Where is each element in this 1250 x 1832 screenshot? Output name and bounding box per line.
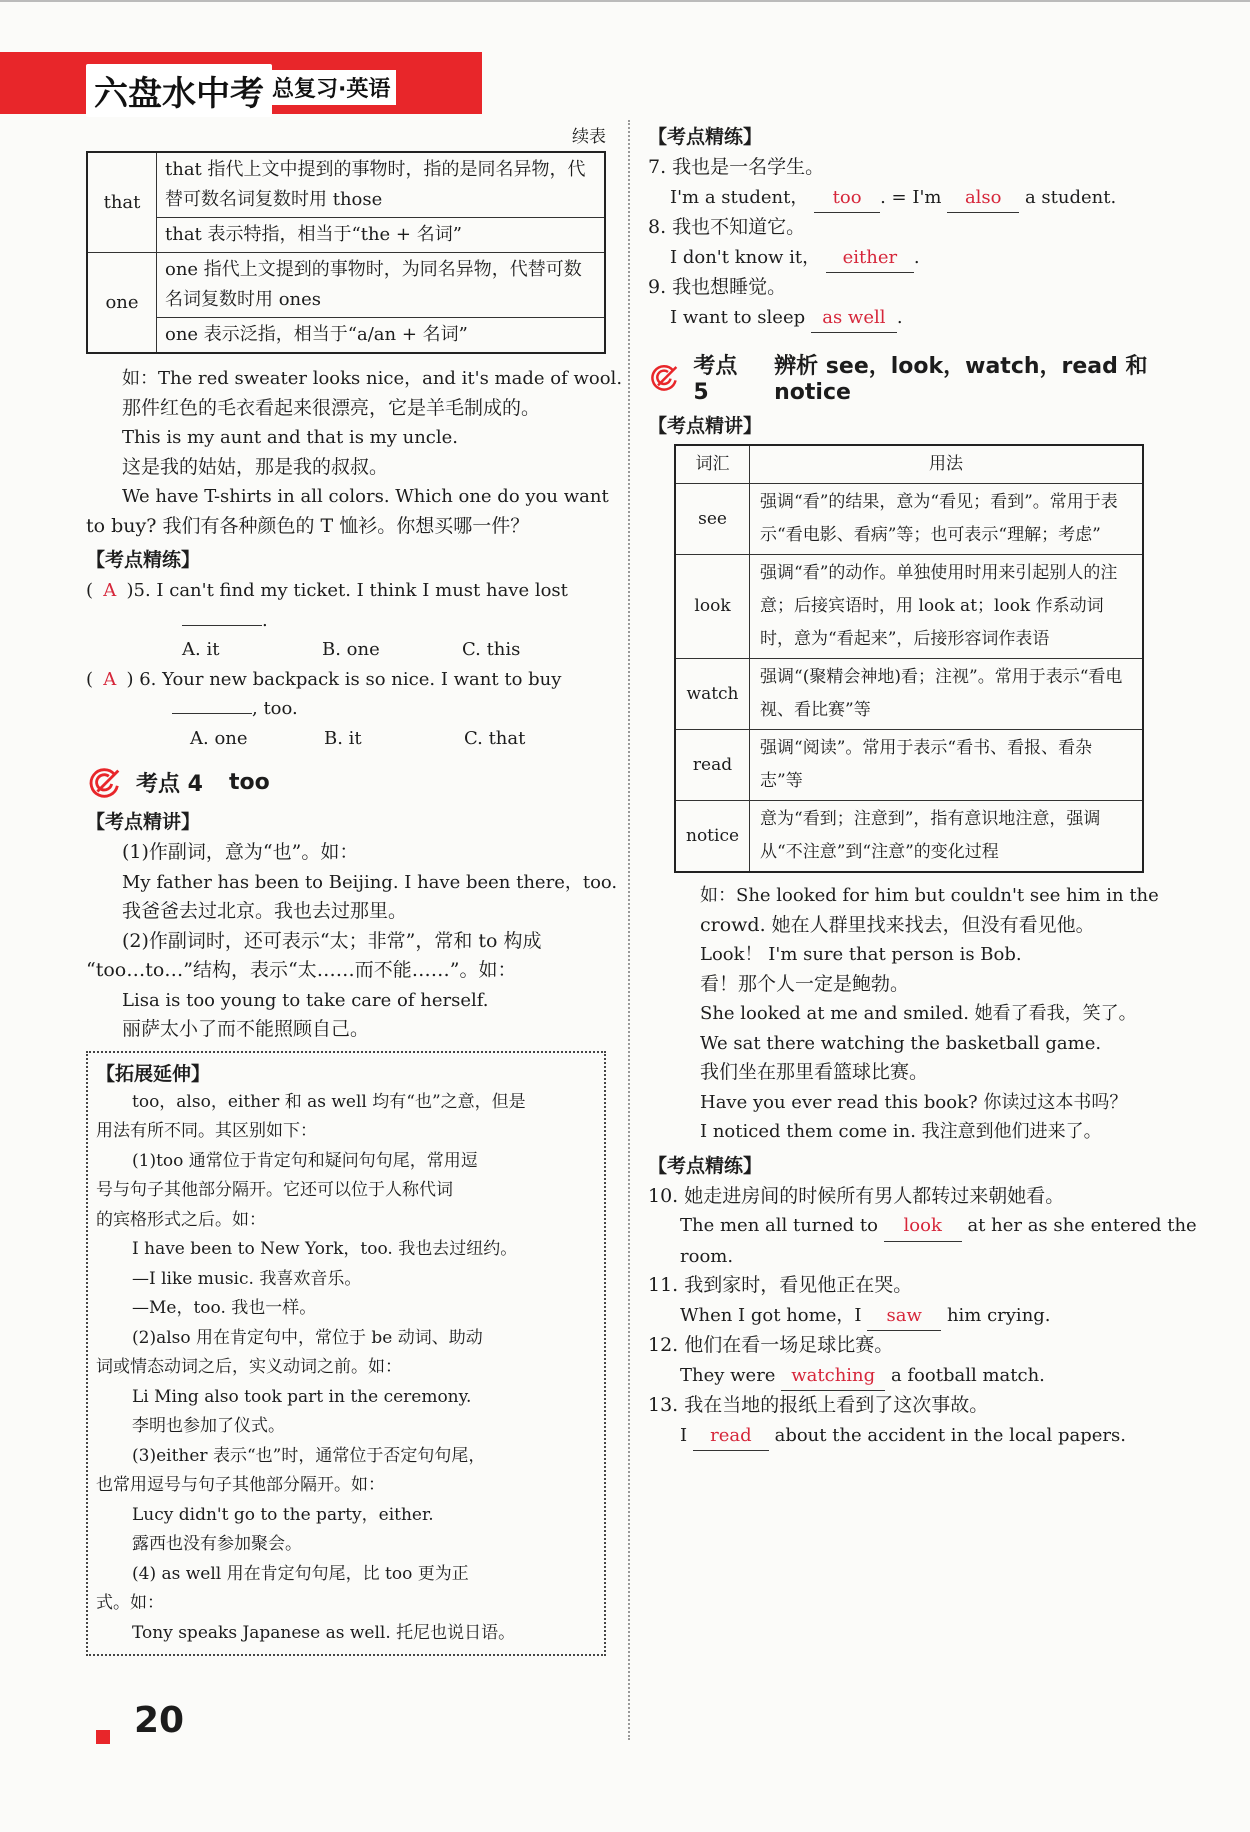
target-icon bbox=[86, 763, 124, 801]
table-usage: that 指代上文中提到的事物时，指的是同名异物，代替可数名词复数时用 those bbox=[157, 152, 606, 218]
table-usage: one 表示泛指，相当于“a/an + 名词” bbox=[157, 318, 606, 354]
section-4-heading bbox=[86, 763, 606, 801]
q7-post: a student. bbox=[1024, 186, 1117, 208]
example-line: 这是我的姑姑，那是我的叔叔。 bbox=[122, 455, 389, 478]
example-line: 如：The red sweater looks nice，and it's made of wool. bbox=[122, 368, 623, 389]
q7-pre: I'm a student， bbox=[670, 186, 809, 208]
table-row bbox=[675, 555, 1143, 659]
q11-answer[interactable]: saw bbox=[867, 1301, 941, 1332]
explain-label: 【考点精讲】 bbox=[648, 415, 763, 437]
option-a[interactable]: A. one bbox=[190, 727, 248, 749]
q12-answer[interactable]: watching bbox=[781, 1361, 885, 1392]
q10-post: at her as she entered the bbox=[967, 1215, 1197, 1236]
verb-table bbox=[674, 444, 1144, 873]
example-line: We sat there watching the basketball game. bbox=[700, 1032, 1102, 1054]
table-row bbox=[675, 801, 1143, 873]
table-row bbox=[87, 152, 605, 218]
explain-line: 丽萨太小了而不能照顾自己。 bbox=[122, 1018, 370, 1040]
explain-line: 我爸爸去过北京。我也去过那里。 bbox=[122, 900, 408, 922]
question-12 bbox=[648, 1361, 1176, 1392]
q13-answer[interactable]: read bbox=[693, 1421, 769, 1452]
table-usage: 强调“看”的动作。单独使用时用来引起别人的注意；后接宾语时，用 look at；look 作系动词时，意为“看起来”，后接形容词作表语 bbox=[750, 555, 1143, 659]
question-6-text: ) 6. Your new backpack is so nice. I want to buy bbox=[126, 668, 562, 690]
question-9-cn: 9. 我也想睡觉。 bbox=[648, 276, 787, 298]
blank-end: . bbox=[262, 609, 268, 631]
extension-line: 也常用逗号与句子其他部分隔开。如： bbox=[96, 1475, 385, 1495]
q10-answer[interactable]: look bbox=[884, 1211, 962, 1242]
example-line: I noticed them come in. 我注意到他们进来了。 bbox=[700, 1121, 1102, 1142]
explain-line: Lisa is too young to take care of herself. bbox=[122, 989, 489, 1011]
extension-line: (1)too 通常位于肯定句和疑问句句尾，常用逗 bbox=[132, 1150, 478, 1171]
question-13-cn: 13. 我在当地的报纸上看到了这次事故。 bbox=[648, 1394, 989, 1416]
that-one-table bbox=[86, 151, 606, 354]
option-c[interactable]: C. this bbox=[462, 639, 521, 660]
question-8 bbox=[648, 243, 1176, 274]
extension-line: 的宾格形式之后。如： bbox=[96, 1209, 266, 1230]
option-a[interactable]: A. it bbox=[182, 639, 220, 660]
question-6-blank bbox=[86, 694, 606, 724]
extension-line: I have been to New York，too. 我也去过纽约。 bbox=[132, 1239, 518, 1259]
extension-line: 式。如： bbox=[96, 1593, 164, 1613]
example-line: 我们坐在那里看篮球比赛。 bbox=[700, 1061, 929, 1083]
extension-line: —Me，too. 我也一样。 bbox=[132, 1298, 317, 1318]
practice-label: 【考点精练】 bbox=[86, 549, 201, 571]
question-11 bbox=[648, 1301, 1176, 1332]
extension-line: (3)either 表示“也”时，通常位于否定句句尾， bbox=[132, 1445, 486, 1466]
q7-answer-1[interactable]: too bbox=[814, 183, 880, 214]
answer-6: A bbox=[103, 668, 117, 690]
table-word: look bbox=[675, 555, 750, 659]
extension-line: 用法有所不同。其区别如下： bbox=[96, 1121, 317, 1141]
answer-5: A bbox=[103, 580, 117, 601]
question-9 bbox=[648, 303, 1176, 334]
section-5-title: 辨析 see，look，watch，read 和 notice bbox=[774, 354, 1148, 405]
q10-pre: The men all turned to bbox=[680, 1215, 878, 1236]
page-marker bbox=[96, 1730, 110, 1744]
explain-label: 【考点精讲】 bbox=[86, 811, 201, 833]
explain-line: My father has been to Beijing. I have been there，too. bbox=[122, 871, 618, 893]
q12-post: a football match. bbox=[890, 1364, 1045, 1386]
section-5-label: 考点 5 bbox=[693, 354, 738, 405]
q7-answer-2[interactable]: also bbox=[947, 183, 1019, 214]
option-c[interactable]: C. that bbox=[464, 727, 526, 749]
top-rule bbox=[0, 0, 1250, 2]
q10-cont: room. bbox=[680, 1245, 734, 1267]
section-5-heading bbox=[648, 349, 1176, 405]
example-line: She looked at me and smiled. 她看了看我，笑了。 bbox=[700, 1003, 1137, 1024]
q8-post: . bbox=[913, 246, 920, 268]
extension-box bbox=[86, 1051, 606, 1657]
table-word: one bbox=[87, 253, 157, 354]
q11-pre: When I got home，I bbox=[680, 1304, 862, 1326]
example-line: 那件红色的毛衣看起来很漂亮，它是羊毛制成的。 bbox=[122, 396, 541, 419]
q13-pre: I bbox=[680, 1424, 688, 1446]
extension-line: 李明也参加了仪式。 bbox=[132, 1416, 285, 1436]
table-usage: 强调“看”的结果，意为“看见；看到”。常用于表示“看电影、看病”等；也可表示“理解；考虑” bbox=[750, 484, 1143, 555]
q9-pre: I want to sleep bbox=[670, 306, 806, 328]
q9-post: . bbox=[896, 306, 903, 328]
question-8-cn: 8. 我也不知道它。 bbox=[648, 216, 806, 238]
q13-post: about the accident in the local papers. bbox=[774, 1424, 1126, 1446]
blank[interactable] bbox=[172, 713, 252, 714]
example-line: 如：She looked for him but couldn't see him in the bbox=[700, 885, 1159, 906]
extension-line: too，also，either 和 as well 均有“也”之意，但是 bbox=[132, 1091, 526, 1112]
extension-line: 词或情态动词之后，实义动词之前。如： bbox=[96, 1357, 402, 1377]
table-word: read bbox=[675, 730, 750, 801]
option-b[interactable]: B. one bbox=[322, 639, 380, 660]
blank-end: , too. bbox=[252, 698, 298, 719]
table-usage: 意为“看到；注意到”，指有意识地注意，强调从“不注意”到“注意”的变化过程 bbox=[750, 801, 1143, 873]
extension-line: Li Ming also took part in the ceremony. bbox=[132, 1386, 472, 1407]
column-divider bbox=[628, 120, 631, 1740]
table-word: that bbox=[87, 152, 157, 253]
question-10 bbox=[648, 1211, 1197, 1242]
extension-line: (2)also 用在肯定句中，常位于 be 动词、助动 bbox=[132, 1327, 483, 1348]
question-10-cn: 10. 她走进房间的时候所有男人都转过来朝她看。 bbox=[648, 1184, 1065, 1207]
question-11-cn: 11. 我到家时，看见他正在哭。 bbox=[648, 1274, 913, 1296]
extension-label: 【拓展延伸】 bbox=[96, 1062, 211, 1085]
example-line: crowd. 她在人群里找来找去，但没有看见他。 bbox=[700, 913, 1095, 936]
target-icon bbox=[648, 358, 681, 396]
question-12-cn: 12. 他们在看一场足球比赛。 bbox=[648, 1334, 894, 1356]
option-b[interactable]: B. it bbox=[324, 727, 362, 749]
header-word: 词汇 bbox=[675, 445, 750, 484]
book-title: 六盘水中考 bbox=[86, 64, 272, 117]
q7-mid: . = I'm bbox=[880, 186, 942, 208]
book-subtitle: 总复习·英语 bbox=[266, 70, 396, 105]
example-line: 看！那个人一定是鲍勃。 bbox=[700, 972, 910, 995]
section-4-label: 考点 4 bbox=[136, 771, 203, 797]
table-row bbox=[675, 484, 1143, 555]
table-word: notice bbox=[675, 801, 750, 873]
question-5-options bbox=[86, 635, 606, 665]
example-line: This is my aunt and that is my uncle. bbox=[122, 427, 459, 448]
continued-label: 续表 bbox=[572, 127, 606, 147]
q11-post: him crying. bbox=[946, 1304, 1051, 1326]
table-word: watch bbox=[675, 659, 750, 730]
blank[interactable] bbox=[182, 625, 262, 626]
explain-line: “too…to…”结构，表示“太……而不能……”。如： bbox=[86, 959, 517, 981]
table-usage: that 表示特指，相当于“the + 名词” bbox=[157, 218, 606, 253]
practice-label: 【考点精练】 bbox=[648, 1154, 763, 1177]
extension-line: —I like music. 我喜欢音乐。 bbox=[132, 1268, 362, 1289]
question-6-options bbox=[86, 724, 606, 754]
page-number: 20 bbox=[134, 1700, 185, 1741]
example-line: Look！ I'm sure that person is Bob. bbox=[700, 944, 1022, 965]
right-column bbox=[648, 122, 1197, 1451]
left-column bbox=[86, 122, 623, 1656]
table-word: see bbox=[675, 484, 750, 555]
extension-line: Tony speaks Japanese as well. 托尼也说日语。 bbox=[132, 1622, 516, 1643]
section-4-title: too bbox=[228, 769, 270, 795]
question-13 bbox=[648, 1421, 1176, 1452]
table-usage: 强调“(聚精会神地)看；注视”。常用于表示“看电视、看比赛”等 bbox=[750, 659, 1143, 730]
question-5-text: )5. I can't find my ticket. I think I must have lost bbox=[126, 580, 568, 601]
question-7-cn: 7. 我也是一名学生。 bbox=[648, 156, 825, 178]
table-row bbox=[675, 659, 1143, 730]
table-row bbox=[87, 218, 605, 253]
table-row bbox=[675, 730, 1143, 801]
table-row bbox=[87, 318, 605, 354]
example-line: We have T-shirts in all colors. Which one do you want bbox=[122, 486, 609, 507]
q9-answer[interactable]: as well bbox=[811, 303, 897, 334]
extension-line: Lucy didn't go to the party，either. bbox=[132, 1504, 434, 1525]
extension-line: 露西也没有参加聚会。 bbox=[132, 1534, 302, 1554]
table-row bbox=[87, 253, 605, 318]
table-usage: one 指代上文提到的事物时，为同名异物，代替可数名词复数时用 ones bbox=[157, 253, 606, 318]
example-line: Have you ever read this book? 你读过这本书吗？ bbox=[700, 1091, 1128, 1113]
question-6: ( A ) 6. Your new backpack is so nice. I want to buy bbox=[86, 665, 606, 695]
question-5: ( A )5. I can't find my ticket. I think I must have lost bbox=[86, 576, 606, 606]
header-usage: 用法 bbox=[750, 445, 1143, 484]
q8-pre: I don't know it， bbox=[670, 246, 821, 268]
example-line: to buy? 我们有各种颜色的 T 恤衫。你想买哪一件？ bbox=[86, 514, 530, 537]
question-5-blank bbox=[86, 606, 606, 636]
table-usage: 强调“阅读”。常用于表示“看书、看报、看杂志”等 bbox=[750, 730, 1143, 801]
practice-label: 【考点精练】 bbox=[648, 126, 763, 148]
explain-line: (2)作副词时，还可表示“太；非常”，常和 to 构成 bbox=[122, 929, 542, 952]
explain-line: (1)作副词，意为“也”。如： bbox=[122, 841, 359, 863]
question-7 bbox=[648, 183, 1176, 214]
table-header-row bbox=[675, 445, 1143, 484]
q8-answer[interactable]: either bbox=[826, 243, 914, 274]
extension-line: (4) as well 用在肯定句句尾，比 too 更为正 bbox=[132, 1563, 469, 1584]
q12-pre: They were bbox=[680, 1364, 776, 1386]
extension-line: 号与句子其他部分隔开。它还可以位于人称代词 bbox=[96, 1180, 453, 1200]
